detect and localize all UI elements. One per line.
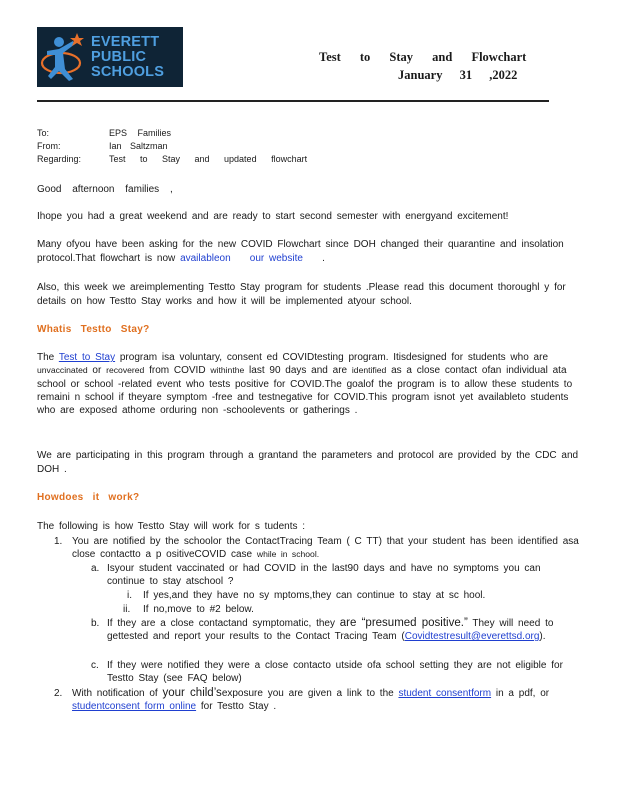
heading-how-does: Howdoes it work? xyxy=(37,492,140,503)
item-number: 2. xyxy=(54,688,63,699)
website-link[interactable]: our website xyxy=(249,252,303,264)
paragraph-weekend: Ihope you had a great weekend and are ready to start second semester with energyand excitement! xyxy=(37,211,509,222)
item2-text-d: for Testto Stay . xyxy=(196,701,277,712)
item1b-text-b: They will need to gettested and report your results to the Contact Tracing Team ( xyxy=(107,618,554,642)
what-is-text-b3: from COVID xyxy=(144,365,211,377)
greeting: Good afternoon families , xyxy=(37,184,173,195)
item-letter: b. xyxy=(91,618,100,629)
list-item xyxy=(91,617,582,643)
logo-line-1: EVERETT xyxy=(91,33,160,50)
item1b-text-a: If they are a close contactand symptomatic, they xyxy=(107,618,340,629)
item-letter: a. xyxy=(91,563,100,574)
item2-text-a: With notification of xyxy=(72,688,163,699)
memo-regarding-value: Test to Stay and updated flowchart xyxy=(109,154,308,164)
what-is-text-b4: last 90 days and are xyxy=(244,365,352,377)
item1-text: You are notified by the schoolor the ContactTracing Team ( C TT) that your student has been identified asa close contactto a p ositiveCOVID case xyxy=(72,536,579,560)
memo-to-label: To: xyxy=(37,128,50,138)
student-consent-form-online-link[interactable]: studentconsent form online xyxy=(72,701,197,712)
what-is-text-a: The xyxy=(37,352,59,363)
memo-block xyxy=(37,128,337,168)
paragraph-flowchart-text: Many ofyou have been asking for the new COVID Flowchart since DOH changed their quarantine and insolation protocol.That flowchart is now xyxy=(37,239,564,264)
list-item xyxy=(54,535,582,561)
item1b-end: ). xyxy=(539,631,546,642)
header-divider xyxy=(37,100,549,102)
paragraph-what-is xyxy=(37,351,582,417)
what-is-text-b5: as a close contact ofan individual ata school or school -related event who tests positive for COVID.The goalof the program is to allow these students to remaini n school if theyare symptom -free and testnegative for COVID.This program isnot yet availableto students who are exposed athome orduring non -schoolevents or gatherings . xyxy=(37,365,573,417)
student-consent-form-link[interactable]: student consentform xyxy=(398,688,492,699)
item1c-text: If they were notified they were a close contacto utside ofa school setting they are not eligible for Testto Stay (see FAQ below) xyxy=(107,660,563,684)
memo-from-label: From: xyxy=(37,141,61,151)
logo-line-3: SCHOOLS xyxy=(91,63,165,80)
what-is-text-b2: or xyxy=(87,365,107,377)
item1aii-text: If no,move to #2 below. xyxy=(143,604,254,615)
item1a-text: Isyour student vaccinated or had COVID in the last90 days and have no symptoms you can continue to stay atschool ? xyxy=(107,563,541,587)
what-is-text-b1: program isa voluntary, consent ed COVIDtesting program. Itisdesigned for students who are xyxy=(115,352,548,363)
item2-text-c: in a pdf, or xyxy=(491,688,550,699)
item2-text-b: exposure you are given a link to the xyxy=(221,688,399,699)
available-link[interactable]: availableon xyxy=(180,252,231,264)
what-is-identified: identified xyxy=(351,365,387,376)
document-date: January 31 ,2022 xyxy=(398,68,518,82)
what-is-recovered: recovered xyxy=(106,365,145,376)
presumed-positive: are “presumed positive.” xyxy=(339,617,468,629)
memo-from-value: Ian Saltzman xyxy=(109,141,168,151)
paragraph-participating: We are participating in this program through a grantand the parameters and protocol are provided by the CDC and DOH . xyxy=(37,450,579,475)
item-letter: c. xyxy=(91,660,99,671)
paragraph-flowchart xyxy=(37,238,582,265)
district-logo xyxy=(37,27,183,87)
list-item xyxy=(127,589,582,602)
memo-regarding-label: Regarding: xyxy=(37,154,82,164)
item1ai-text: If yes,and they have no sy mptoms,they can continue to stay at sc hool. xyxy=(143,590,486,601)
steps-list xyxy=(37,535,582,725)
what-is-unvaccinated: unvaccinated xyxy=(37,365,88,376)
memo-to xyxy=(37,128,337,140)
document-title: Test to Stay and Flowchart xyxy=(319,50,527,64)
school-figure-icon xyxy=(37,29,89,85)
memo-regarding xyxy=(37,154,337,166)
paragraph-following: The following is how Testto Stay will work for s tudents : xyxy=(37,521,306,532)
list-item xyxy=(91,659,582,685)
item-number: 1. xyxy=(54,536,63,547)
heading-what-is: Whatis Testto Stay? xyxy=(37,324,150,335)
covid-test-result-email-link[interactable]: Covidtestresult@everettsd.org xyxy=(404,631,540,642)
item-roman: ii. xyxy=(123,604,131,615)
list-item xyxy=(91,562,582,588)
paragraph-test-to-stay-intro: Also, this week we areimplementing Testto Stay program for students .Please read this document thoroughl y for details on how Testto Stay works and how it will be implemented atyour school. xyxy=(37,282,566,307)
what-is-within: withinthe xyxy=(210,365,245,376)
your-childs: your child’s xyxy=(162,687,222,699)
list-item xyxy=(123,603,582,616)
paragraph-flowchart-end: . xyxy=(322,252,325,264)
item-roman: i. xyxy=(127,590,132,601)
item1-while-in-school: while in school. xyxy=(256,549,320,559)
memo-to-value: EPS Families xyxy=(109,128,172,138)
memo-from xyxy=(37,141,337,153)
logo-line-2: PUBLIC xyxy=(91,48,147,65)
test-to-stay-link[interactable]: Test to Stay xyxy=(58,352,116,363)
list-item xyxy=(54,687,582,713)
